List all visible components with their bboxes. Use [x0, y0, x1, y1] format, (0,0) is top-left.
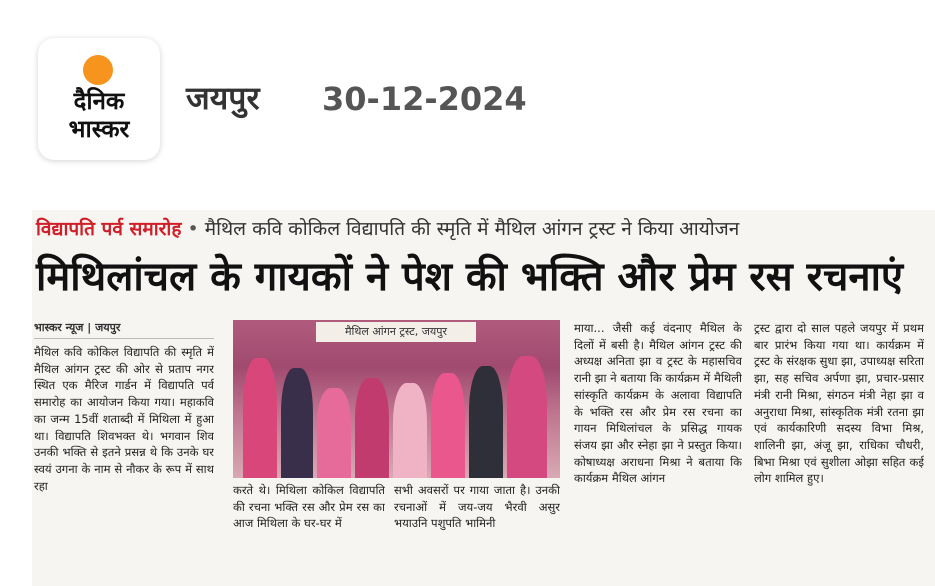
article-column-1: मैथिल कवि कोकिल विद्यापति की स्मृति में मैथिल आंगन ट्रस्ट की ओर से प्रताप नगर स्थित एक मैरिज गार्डन में विद्यापति पर्व समारोह का आयोजन किया गया। महाकवि का जन्म 15वीं शताब्दी में मिथिला में हुआ था। विद्यापति शिवभक्त थे। भगवान शिव उनकी भक्ति से इतने प्रसन्न थे कि उनके घर स्वयं उगना के नाम से नौकर के रूप में साथ रहा [34, 345, 214, 493]
article-headline: मिथिलांचल के गायकों ने पेश की भक्ति और प्रेम रस रचनाएं [36, 254, 904, 300]
article-column-4: माया... जैसी कई वंदनाए मैथिल के दिलों में बसी है। मैथिल आंगन ट्रस्ट की अध्यक्ष अनिता झा व ट्रस्ट के महासचिव रानी झा ने बताया कि कार्यक्रम में मैथिली सांस्कृति कार्यक्रम के अलावा विद्यापति के भक्ति रस और प्रेम रस रचना का गायन मिथिलांचल के प्रसिद्ध गायक संजय झा और स्नेहा झा ने प्रस्तुत किया। कोषाध्यक्ष अराधना मिश्रा ने बताया कि कार्यक्रम मैथिल आंगन [574, 321, 742, 486]
article-column-5: ट्रस्ट द्वारा दो साल पहले जयपुर में प्रथम बार प्रारंभ किया गया था। कार्यक्रम में ट्रस्ट के संरक्षक सुधा झा, उपाध्यक्ष सरिता झा, सह सचिव अर्पणा झा, प्रचार-प्रसार मंत्री रानी मिश्रा, संगठन मंत्री नेहा झा व अनुराधा मिश्रा, सांस्कृतिक मंत्री रतना झा एवं कार्यकारिणी सदस्य विभा मिश्र, शालिनी झा, अंजू झा, राधिका चौधरी, बिभा मिश्रा एवं सुशीला ओझा सहित कई लोग शामिल हुए। [754, 321, 924, 486]
edition-date: 30-12-2024 [322, 80, 527, 118]
edition-city: जयपुर [186, 79, 260, 117]
byline: भास्कर न्यूज | जयपुर [34, 321, 121, 334]
logo-text-line1: दैनिक [73, 87, 125, 115]
photo-person [243, 358, 277, 478]
article-subheading: मैथिल कवि कोकिल विद्यापति की स्मृति में मैथिल आंगन ट्रस्ट ने किया आयोजन [204, 218, 740, 240]
photo-backdrop-banner: मैथिल आंगन ट्रस्ट, जयपुर [316, 322, 476, 342]
photo-person [281, 368, 313, 478]
bullet-icon: • [187, 218, 205, 240]
photo-person [507, 356, 547, 478]
photo-person [431, 373, 465, 478]
article-column-2: करते थे। मिथिला कोकिल विद्यापति की रचना भक्ति रस और प्रेम रस का आज मिथिला के घर-घर में [233, 483, 385, 531]
logo-text-line2: भास्कर [68, 115, 130, 143]
article-column-3: सभी अवसरों पर गाया जाता है। उनकी रचनाओं में जय-जय भैरवी असुर भयाउनि पशुपति भामिनी [394, 483, 560, 531]
photo-person [355, 378, 389, 478]
divider [34, 338, 214, 339]
newspaper-clipping [32, 210, 935, 586]
kicker-label: विद्यापति पर्व समारोह [36, 218, 182, 240]
article-kicker [36, 214, 739, 244]
photo-person [317, 388, 351, 478]
event-group-photo [233, 320, 560, 478]
photo-person [469, 366, 503, 478]
dainik-bhaskar-logo [38, 38, 160, 160]
sun-icon [83, 55, 113, 85]
photo-person [393, 383, 427, 478]
